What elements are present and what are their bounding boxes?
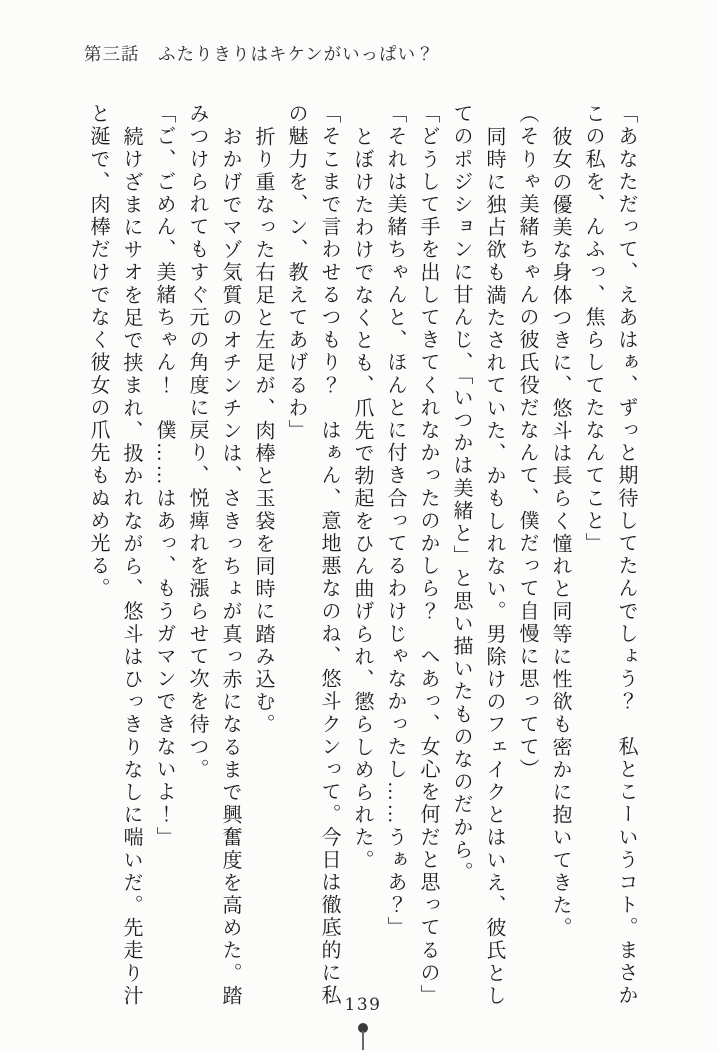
- printers-mark-line: [362, 1031, 364, 1050]
- text-column: 「ご、ごめん、美緒ちゃん！ 僕……はあっ、もうガマンできないよ！」: [153, 103, 175, 849]
- text-column: 「あなただって、えあはぁ、ずっと期待してたんでしょう？ 私とこーいうコト。まさか: [615, 103, 637, 1007]
- text-column: 折り重なった右足と左足が、肉棒と玉袋を同時に踏み込む。: [252, 125, 274, 736]
- text-column: 「どうして手を出してきてくれなかったのかしら？ へあっ、女心を何だと思ってるの」: [417, 103, 439, 1007]
- text-column: おかげでマゾ気質のオチンチンは、さきっちょが真っ赤になるまで興奮度を高めた。踏: [219, 125, 241, 1007]
- text-column: 彼女の優美な身体つきに、悠斗は長らく憧れと同等に性欲も密かに抱いてきた。: [549, 125, 571, 940]
- text-column: 同時に独占欲も満たされていた、かもしれない。男除けのフェイクとはいえ、彼氏とし: [483, 125, 505, 1007]
- text-column: とぼけたわけでなくとも、爪先で勃起をひん曲げられ、懲らしめられた。: [351, 125, 373, 872]
- chapter-header: 第三話 ふたりきりはキケンがいっぱい？: [84, 44, 435, 64]
- text-column: この私を、んふっ、焦らしてたなんてこと」: [582, 103, 604, 555]
- page-number: 139: [344, 995, 382, 1015]
- text-column: （そりゃ美緒ちゃんの彼氏役だなんて、僕だって自慢に思ってて）: [516, 103, 538, 781]
- text-column: の魅力を、ン、教えてあげるわ」: [285, 103, 307, 442]
- text-column: 続けざまにサオを足で挟まれ、扱かれながら、悠斗はひっきりなしに喘いだ。先走り汁: [120, 125, 142, 1007]
- text-column: みつけられてもすぐ元の角度に戻り、悦痺れを漲らせて次を待つ。: [186, 103, 208, 781]
- text-column: 「そこまで言わせるつもり？ はぁん、意地悪なのね、悠斗クンって。今日は徹底的に私: [318, 103, 340, 1007]
- vertical-text-block: [84, 103, 642, 1043]
- text-column: てのポジションに甘んじ、「いつかは美緒と」と思い描いたものなのだから。: [450, 103, 472, 884]
- text-column: と涎で、肉棒だけでなく彼女の爪先もぬめ光る。: [87, 103, 109, 601]
- text-column: 「それは美緒ちゃんと、ほんとに付き合ってるわけじゃなかったし……うぁあ？」: [384, 103, 406, 940]
